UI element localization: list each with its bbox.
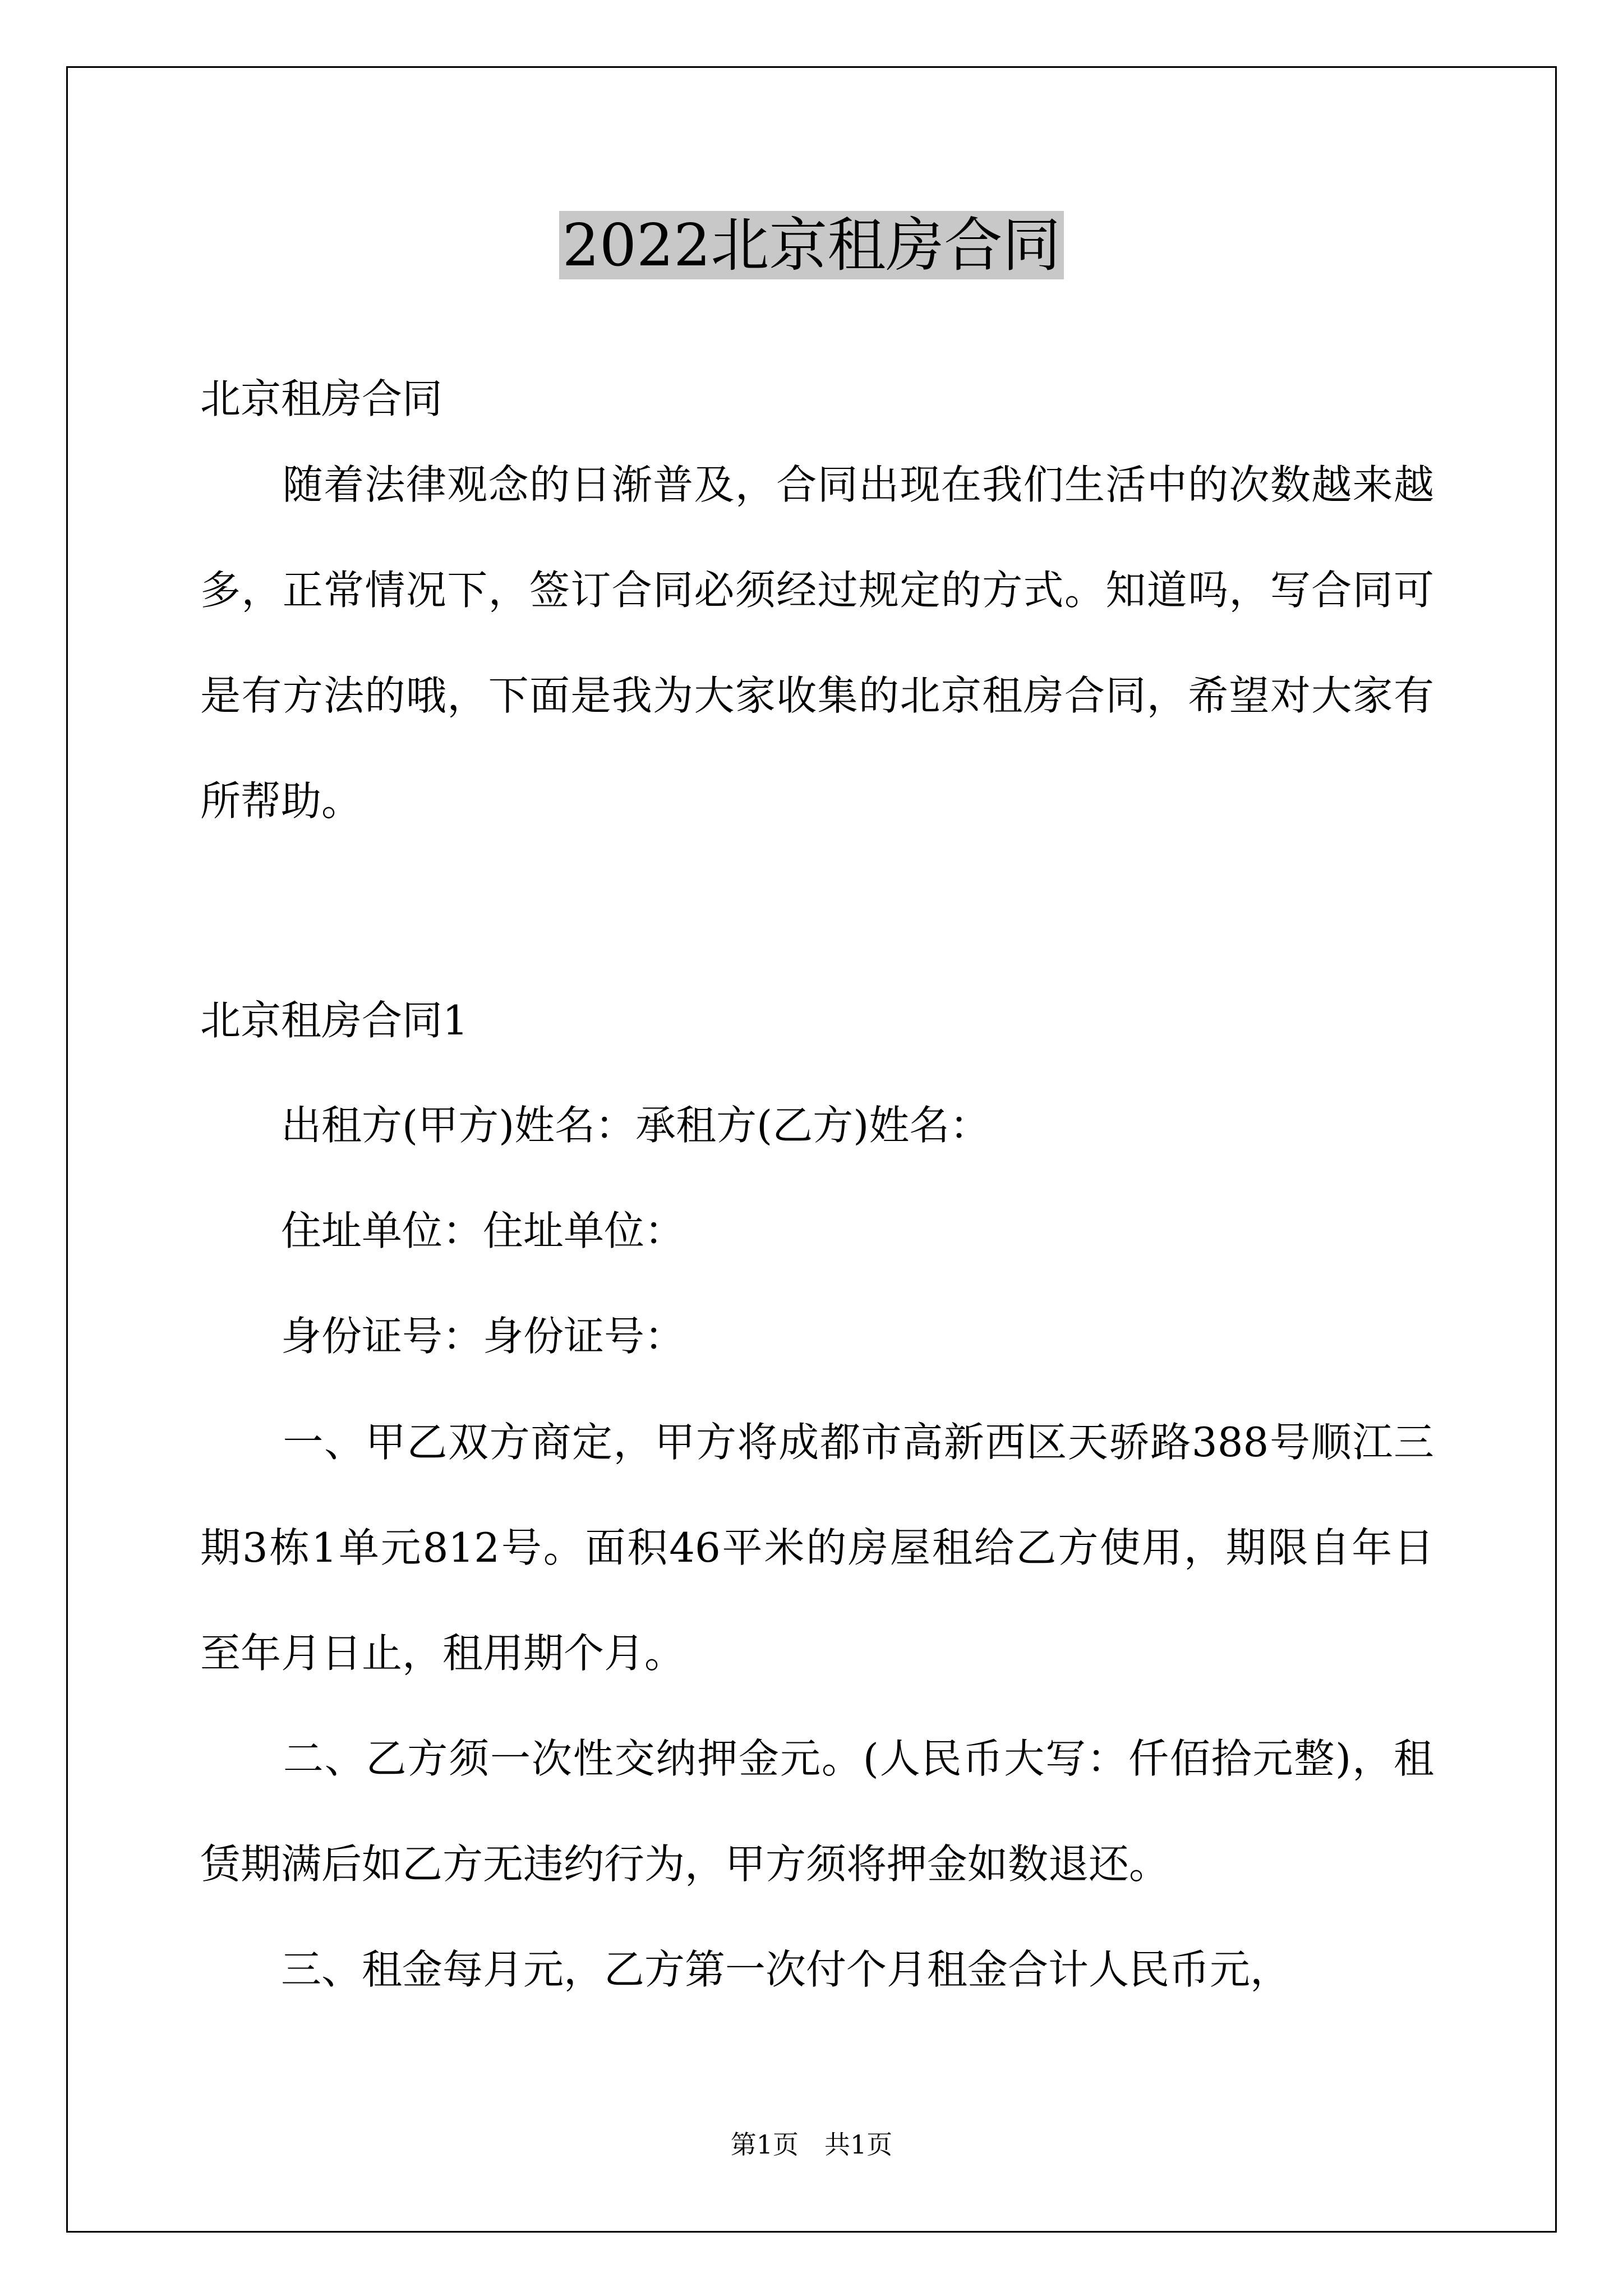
clause-2 bbox=[200, 1706, 1434, 1917]
intro-line-3: 是有方法的哦，下面是我为大家收集的北京租房合同，希望对大家有 bbox=[200, 672, 1434, 719]
intro-paragraph bbox=[200, 432, 1434, 854]
document-title bbox=[0, 209, 1623, 282]
intro-line-1: 随着法律观念的日渐普及，合同出现在我们生活中的次数越来越 bbox=[200, 461, 1434, 508]
address-line: 住址单位：住址单位： bbox=[200, 1207, 685, 1254]
parties-line: 出租方(甲方)姓名：承租方(乙方)姓名： bbox=[200, 1102, 990, 1149]
clause-3-line-1: 三、租金每月元，乙方第一次付个月租金合计人民币元， bbox=[200, 1946, 1291, 1993]
clause-2-line-1: 二、乙方须一次性交纳押金元。(人民币大写：仟佰拾元整)，租 bbox=[200, 1735, 1434, 1782]
clause-1-line-2: 期3栋1单元812号。面积46平米的房屋租给乙方使用，期限自年日 bbox=[200, 1524, 1434, 1571]
clause-1 bbox=[200, 1389, 1434, 1706]
intro-line-2: 多，正常情况下，签订合同必须经过规定的方式。知道吗，写合同可 bbox=[200, 567, 1434, 614]
clause-2-line-2: 赁期满后如乙方无违约行为，甲方须将押金如数退还。 bbox=[200, 1841, 1170, 1888]
clause-1-line-1: 一、甲乙双方商定，甲方将成都市高新西区天骄路388号顺江三 bbox=[200, 1419, 1434, 1466]
id-number-line: 身份证号：身份证号： bbox=[200, 1313, 685, 1360]
page-footer: 第1页 共1页 bbox=[730, 2129, 893, 2160]
intro-heading: 北京租房合同 bbox=[200, 375, 443, 422]
clause-1-line-3: 至年月日止，租用期个月。 bbox=[200, 1630, 685, 1677]
document-title-text: 2022北京租房合同 bbox=[559, 211, 1064, 279]
intro-line-4: 所帮助。 bbox=[200, 777, 362, 825]
clause-3 bbox=[200, 1917, 1434, 2022]
section-heading: 北京租房合同1 bbox=[200, 997, 468, 1044]
